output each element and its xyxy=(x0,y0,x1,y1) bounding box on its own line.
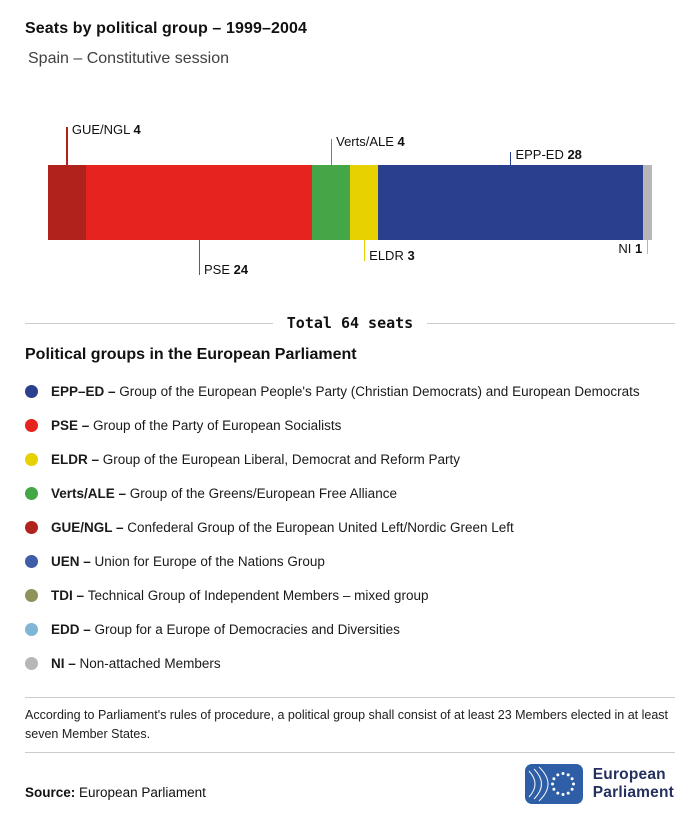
legend-color-dot xyxy=(25,555,38,568)
total-separator-right xyxy=(427,323,675,324)
page-title: Seats by political group – 1999–2004 xyxy=(25,20,307,37)
legend-color-dot xyxy=(25,623,38,636)
source-line xyxy=(25,785,206,800)
legend-item-edd xyxy=(25,622,675,637)
bar-label-gue-ngl xyxy=(72,122,141,137)
bar-label-value: 1 xyxy=(635,241,643,256)
bar-label-ni xyxy=(618,241,642,256)
legend-item-text: Verts/ALE – Group of the Greens/European Free Alliance xyxy=(51,486,397,501)
bar-label-value: 24 xyxy=(233,262,249,277)
stacked-bar xyxy=(48,165,652,240)
legend-item-text: TDI – Technical Group of Independent Members – mixed group xyxy=(51,588,429,603)
bar-label-name: NI xyxy=(618,241,636,256)
label-line-gue-ngl xyxy=(66,127,68,165)
bar-segment-eldr xyxy=(350,165,378,240)
legend-item-text: NI – Non-attached Members xyxy=(51,656,221,671)
bar-segment-pse xyxy=(86,165,313,240)
legend-color-dot xyxy=(25,453,38,466)
legend-item-uen xyxy=(25,554,675,569)
bar-label-value: 3 xyxy=(407,248,415,263)
legend-item-abbr: NI – xyxy=(51,656,80,671)
eu-flag-icon xyxy=(525,764,583,804)
total-seats-label: Total 64 seats xyxy=(286,314,414,332)
legend-item-abbr: GUE/NGL – xyxy=(51,520,128,535)
legend-color-dot xyxy=(25,487,38,500)
bar-segment-gue-ngl xyxy=(48,165,86,240)
legend-item-text: UEN – Union for Europe of the Nations Group xyxy=(51,554,325,569)
bar-label-name: GUE/NGL xyxy=(71,122,134,137)
legend-item-abbr: Verts/ALE – xyxy=(51,486,130,501)
legend-item-ni xyxy=(25,656,675,671)
bar-label-value: 28 xyxy=(567,147,582,162)
bar-label-name: Verts/ALE xyxy=(336,134,398,149)
bar-segment-epp-ed xyxy=(378,165,642,240)
legend-item-abbr: UEN – xyxy=(51,554,95,569)
label-line-eldr xyxy=(364,240,366,261)
label-line-epp-ed xyxy=(510,152,512,165)
legend-item-abbr: ELDR – xyxy=(51,452,103,467)
legend-heading: Political groups in the European Parliament xyxy=(25,346,357,363)
legend-item-gue-ngl xyxy=(25,520,675,535)
total-seats-row xyxy=(25,314,675,332)
logo-line1: European xyxy=(592,766,666,784)
legend-item-text: PSE – Group of the Party of European Socialists xyxy=(51,418,342,433)
legend-item-tdi xyxy=(25,588,675,603)
legend-item-abbr: EPP–ED – xyxy=(51,384,120,399)
chart xyxy=(48,110,652,282)
bar-label-verts-ale xyxy=(336,134,405,149)
bar-label-name: EPP-ED xyxy=(515,147,568,162)
logo-line2: Parliament xyxy=(592,784,674,801)
legend-item-eldr xyxy=(25,452,675,467)
legend xyxy=(25,346,675,690)
bar-label-name: PSE xyxy=(204,262,234,277)
footnote: According to Parliament's rules of procedure, a political group shall consist of at least 23 Members elected in at least seven Member States. xyxy=(25,708,668,741)
legend-item-text: ELDR – Group of the European Liberal, Democrat and Reform Party xyxy=(51,452,460,467)
label-line-pse xyxy=(199,240,201,275)
legend-color-dot xyxy=(25,657,38,670)
bar-label-value: 4 xyxy=(133,122,141,137)
legend-color-dot xyxy=(25,589,38,602)
label-line-verts-ale xyxy=(331,139,333,165)
total-separator-left xyxy=(25,323,273,324)
legend-list xyxy=(25,384,675,671)
legend-item-epp-ed xyxy=(25,384,675,399)
page-subtitle: Spain – Constitutive session xyxy=(28,50,229,67)
legend-item-abbr: PSE – xyxy=(51,418,94,433)
bar-segment-verts-ale xyxy=(312,165,350,240)
legend-item-pse xyxy=(25,418,675,433)
label-line-ni xyxy=(647,240,649,254)
legend-item-text: EPP–ED – Group of the European People's Party (Christian Democrats) and European Democrats xyxy=(51,384,640,399)
bar-segment-ni xyxy=(643,165,652,240)
legend-color-dot xyxy=(25,419,38,432)
bar-label-value: 4 xyxy=(397,134,405,149)
bar-label-name: ELDR xyxy=(369,248,408,263)
source-value: European Parliament xyxy=(79,785,206,800)
legend-color-dot xyxy=(25,521,38,534)
legend-item-verts-ale xyxy=(25,486,675,501)
source-label: Source: xyxy=(25,785,76,800)
bar-label-pse xyxy=(204,262,248,277)
bar-label-eldr xyxy=(369,248,415,263)
legend-item-abbr: TDI – xyxy=(51,588,88,603)
european-parliament-logo xyxy=(525,764,674,804)
legend-item-text: GUE/NGL – Confederal Group of the European United Left/Nordic Green Left xyxy=(51,520,514,535)
divider-top xyxy=(25,697,675,698)
bar-label-epp-ed xyxy=(515,147,581,162)
legend-color-dot xyxy=(25,385,38,398)
logo-text xyxy=(593,766,674,802)
legend-item-text: EDD – Group for a Europe of Democracies and Diversities xyxy=(51,622,400,637)
divider-bottom xyxy=(25,752,675,753)
legend-item-abbr: EDD – xyxy=(51,622,95,637)
